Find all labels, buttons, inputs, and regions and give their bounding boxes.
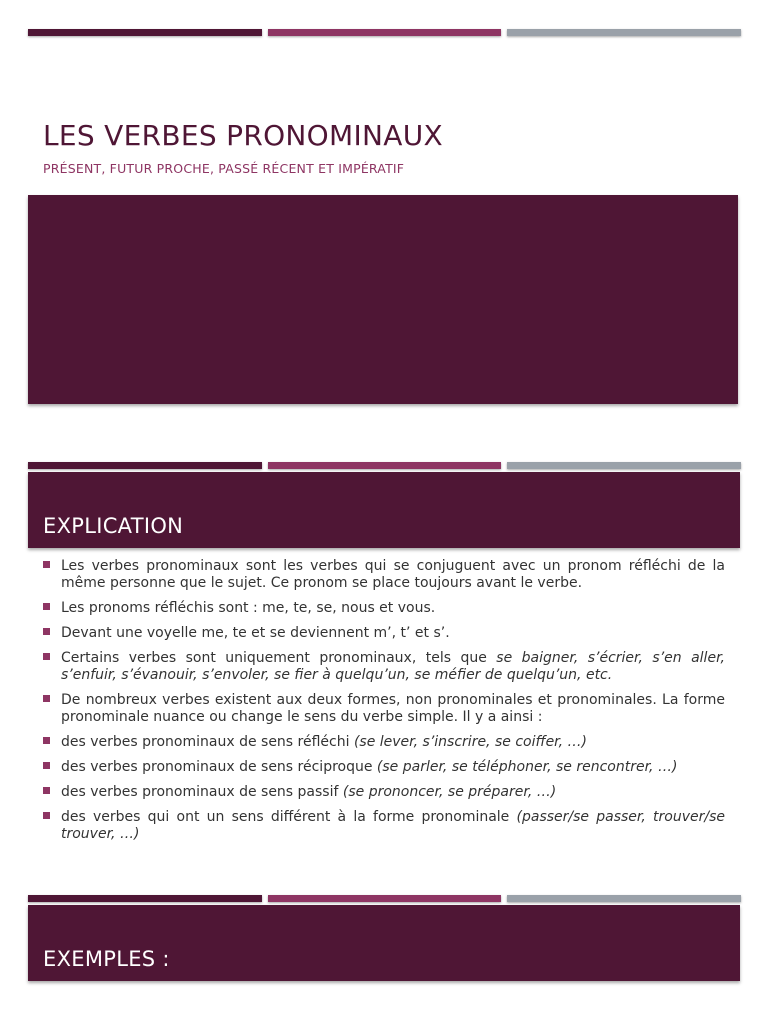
accent-bar-dark	[28, 895, 262, 902]
accent-bar-gray	[507, 462, 741, 469]
bullet-square-icon	[43, 787, 50, 794]
list-item: Les verbes pronominaux sont les verbes qui se conjuguent avec un pronom réfléchi de la même personne que le sujet. Ce pronom se place toujours avant le verbe.	[43, 558, 725, 592]
list-item: des verbes pronominaux de sens réciproque (se parler, se téléphoner, se rencontrer, …)	[43, 759, 725, 776]
list-item: des verbes pronominaux de sens passif (se prononcer, se préparer, …)	[43, 784, 725, 801]
list-item: Devant une voyelle me, te et se deviennent m’, t’ et s’.	[43, 625, 725, 642]
slide-subtitle: PRÉSENT, FUTUR PROCHE, PASSÉ RÉCENT ET IMPÉRATIF	[43, 161, 405, 176]
bullet-square-icon	[43, 603, 50, 610]
accent-bars	[28, 895, 741, 902]
exemples-header	[28, 905, 740, 981]
accent-bar-magenta	[268, 462, 502, 469]
section-heading: EXEMPLES :	[43, 947, 170, 971]
bullet-square-icon	[43, 812, 50, 819]
accent-bars	[28, 29, 741, 36]
slide-title: LES VERBES PRONOMINAUX	[43, 119, 443, 152]
bullet-square-icon	[43, 653, 50, 660]
bullet-square-icon	[43, 628, 50, 635]
accent-bars	[28, 462, 741, 469]
list-item: des verbes pronominaux de sens réfléchi (se lever, s’inscrire, se coiffer, …)	[43, 734, 725, 751]
explication-list	[43, 558, 725, 851]
bullet-square-icon	[43, 737, 50, 744]
list-item: De nombreux verbes existent aux deux formes, non pronominales et pronominales. La forme pronominale nuance ou change le sens du verbe simple. Il y a ainsi :	[43, 692, 725, 726]
accent-bar-magenta	[268, 29, 502, 36]
list-item: Certains verbes sont uniquement pronominaux, tels que se baigner, s’écrier, s’en aller, s’enfuir, s’évanouir, s’envoler, se fier à quelqu’un, se méfier de quelqu’un, etc.	[43, 650, 725, 684]
title-banner	[28, 195, 738, 404]
bullet-square-icon	[43, 695, 50, 702]
accent-bar-magenta	[268, 895, 502, 902]
section-heading: EXPLICATION	[43, 514, 184, 538]
list-item: des verbes qui ont un sens différent à la forme pronominale (passer/se passer, trouver/se trouver, …)	[43, 809, 725, 843]
accent-bar-gray	[507, 29, 741, 36]
accent-bar-dark	[28, 462, 262, 469]
list-item: Les pronoms réfléchis sont : me, te, se, nous et vous.	[43, 600, 725, 617]
accent-bar-gray	[507, 895, 741, 902]
bullet-square-icon	[43, 561, 50, 568]
explication-header	[28, 472, 740, 548]
bullet-square-icon	[43, 762, 50, 769]
accent-bar-dark	[28, 29, 262, 36]
